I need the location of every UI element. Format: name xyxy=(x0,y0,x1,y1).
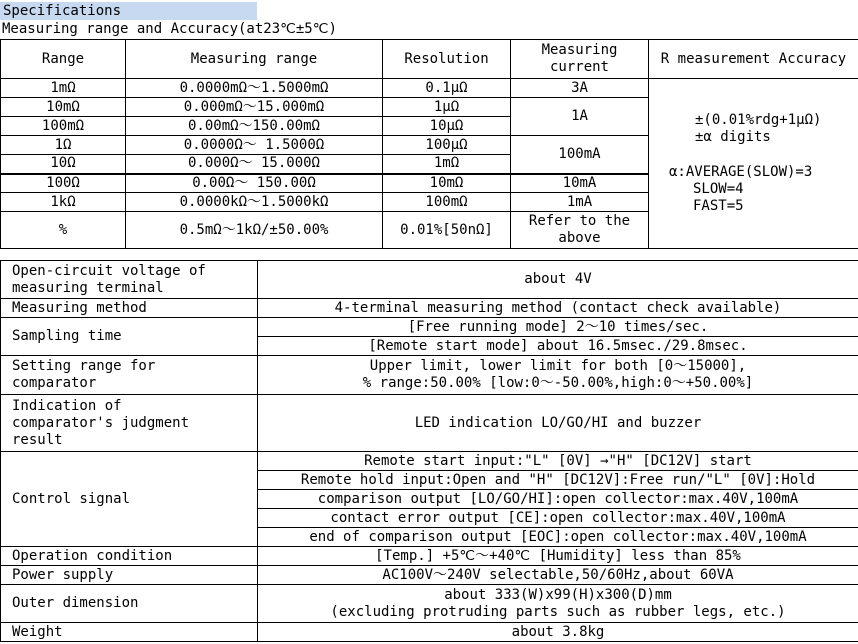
accuracy-table xyxy=(0,39,858,249)
current-cell: 10mA xyxy=(511,174,649,193)
measuring-range-cell: 0.000mΩ～15.000mΩ xyxy=(126,98,383,117)
row-value: AC100V～240V selectable,50/60Hz,about 60VA xyxy=(258,566,858,585)
section-title: Specifications xyxy=(0,2,257,20)
row-value: [Remote start mode] about 16.5msec./29.8msec. xyxy=(258,337,858,356)
spec-row-open-circuit xyxy=(1,261,858,299)
row-label: Power supply xyxy=(1,566,258,585)
specification-detail-table xyxy=(0,260,858,642)
row-value: Remote start input:"L" [0V] →"H" [DC12V] start xyxy=(258,452,858,471)
resolution-cell: 10μΩ xyxy=(383,117,511,136)
accuracy-formula: ±(0.01%rdg+1μΩ) xyxy=(695,112,822,128)
spec-row-method xyxy=(1,299,858,318)
accuracy-digits: ±α digits xyxy=(695,129,771,145)
row-label: Control signal xyxy=(1,452,258,547)
range-cell: 100Ω xyxy=(1,174,126,193)
resolution-cell: 1μΩ xyxy=(383,98,511,117)
header-measuring-current: Measuring current xyxy=(511,40,649,79)
row-value: LED indication LO/GO/HI and buzzer xyxy=(258,395,858,452)
header-accuracy: R measurement Accuracy xyxy=(649,40,858,79)
row-value: about 3.8kg xyxy=(258,623,858,642)
measuring-range-cell: 0.00mΩ～150.00mΩ xyxy=(126,117,383,136)
alpha-slow: SLOW=4 xyxy=(693,181,744,197)
range-cell: 10Ω xyxy=(1,155,126,174)
range-cell: 10mΩ xyxy=(1,98,126,117)
row-value: Upper limit, lower limit for both [0～15000], % range:50.00% [low:0～-50.00%,high:0～+50.00%] xyxy=(258,356,858,395)
measuring-range-cell: 0.0000mΩ～1.5000mΩ xyxy=(126,79,383,98)
spec-row-sampling xyxy=(1,318,858,337)
range-cell: 1Ω xyxy=(1,136,126,155)
resolution-cell: 0.1μΩ xyxy=(383,79,511,98)
table-header-row xyxy=(1,40,858,79)
row-value: end of comparison output [EOC]:open collector:max.40V,100mA xyxy=(258,528,858,547)
row-value: about 4V xyxy=(258,261,858,299)
range-cell: % xyxy=(1,212,126,249)
range-cell: 1mΩ xyxy=(1,79,126,98)
row-label: Outer dimension xyxy=(1,585,258,623)
spec-row-power xyxy=(1,566,858,585)
measuring-range-cell: 0.5mΩ～1kΩ/±50.00% xyxy=(126,212,383,249)
current-cell: 1A xyxy=(511,98,649,136)
row-label: Setting range for comparator xyxy=(1,356,258,395)
row-value: [Temp.] +5℃～+40℃ [Humidity] less than 85% xyxy=(258,547,858,566)
current-cell: Refer to the above xyxy=(511,212,649,249)
row-value: comparison output [LO/GO/HI]:open collector:max.40V,100mA xyxy=(258,490,858,509)
resolution-cell: 1mΩ xyxy=(383,155,511,174)
current-cell: 3A xyxy=(511,79,649,98)
header-resolution: Resolution xyxy=(383,40,511,79)
accuracy-cell xyxy=(649,79,858,249)
spec-row-weight xyxy=(1,623,858,642)
spec-row-operation xyxy=(1,547,858,566)
spec-row-outer-dimension xyxy=(1,585,858,623)
row-label: Measuring method xyxy=(1,299,258,318)
header-measuring-range: Measuring range xyxy=(126,40,383,79)
resolution-cell: 100mΩ xyxy=(383,193,511,212)
row-value: Remote hold input:Open and "H" [DC12V]:Free run/"L" [0V]:Hold xyxy=(258,471,858,490)
table-row xyxy=(1,79,858,98)
spec-row-setting-range xyxy=(1,356,858,395)
spec-subtitle: Measuring range and Accuracy(at23℃±5℃) xyxy=(2,21,337,37)
current-cell: 1mA xyxy=(511,193,649,212)
range-cell: 1kΩ xyxy=(1,193,126,212)
row-value: contact error output [CE]:open collector:max.40V,100mA xyxy=(258,509,858,528)
spec-row-indication xyxy=(1,395,858,452)
measuring-range-cell: 0.0000Ω～ 1.5000Ω xyxy=(126,136,383,155)
current-cell: 100mA xyxy=(511,136,649,174)
row-label: Open-circuit voltage of measuring terminal xyxy=(1,261,258,299)
measuring-range-cell: 0.00Ω～ 150.00Ω xyxy=(126,174,383,193)
range-cell: 100mΩ xyxy=(1,117,126,136)
measuring-range-cell: 0.000Ω～ 15.000Ω xyxy=(126,155,383,174)
row-label: Operation condition xyxy=(1,547,258,566)
resolution-cell: 10mΩ xyxy=(383,174,511,193)
header-range: Range xyxy=(1,40,126,79)
spec-row-control xyxy=(1,452,858,471)
row-label: Sampling time xyxy=(1,318,258,356)
measuring-range-cell: 0.0000kΩ～1.5000kΩ xyxy=(126,193,383,212)
row-value: [Free running mode] 2～10 times/sec. xyxy=(258,318,858,337)
row-label: Weight xyxy=(1,623,258,642)
resolution-cell: 100μΩ xyxy=(383,136,511,155)
row-value: 4-terminal measuring method (contact check available) xyxy=(258,299,858,318)
alpha-fast: FAST=5 xyxy=(693,198,744,214)
row-label: Indication of comparator's judgment result xyxy=(1,395,258,452)
resolution-cell: 0.01%[50nΩ] xyxy=(383,212,511,249)
row-value: about 333(W)x99(H)x300(D)mm (excluding protruding parts such as rubber legs, etc.) xyxy=(258,585,858,623)
alpha-average: α:AVERAGE(SLOW)=3 xyxy=(669,164,813,180)
